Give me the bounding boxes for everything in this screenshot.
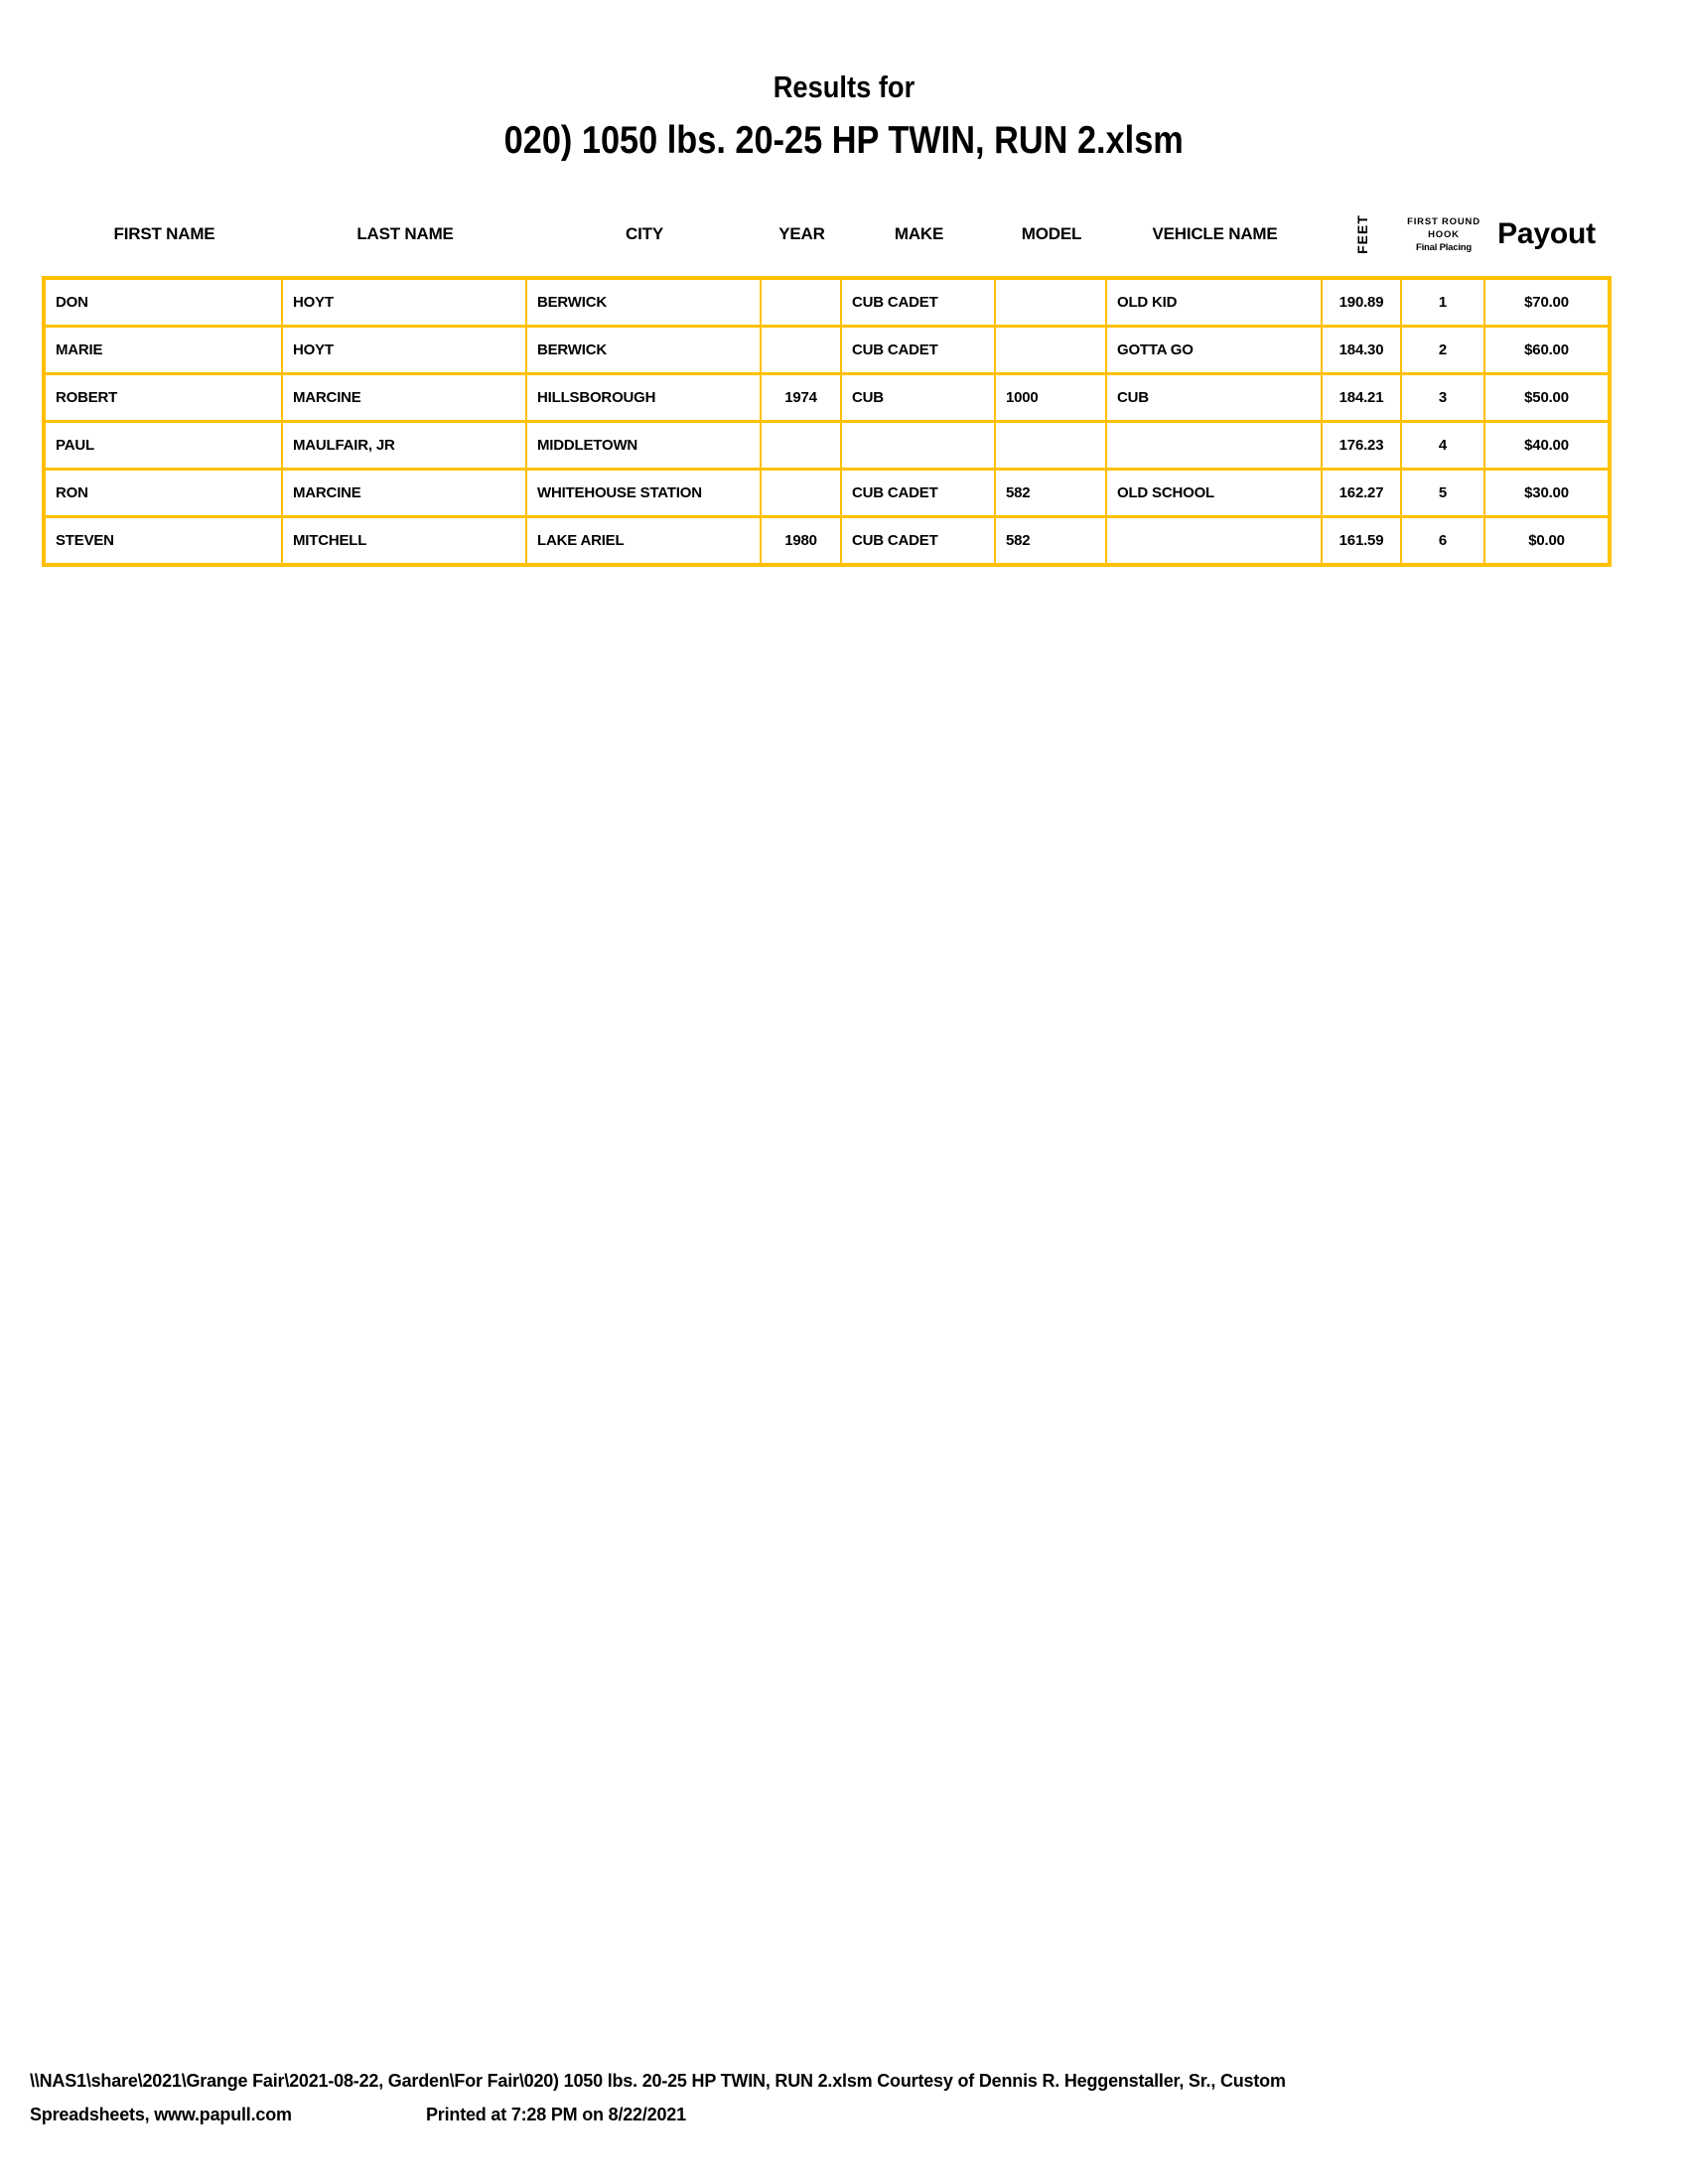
col-header-make: MAKE [894,224,944,243]
cell-placing: 2 [1402,328,1485,372]
col-header-feet [1323,202,1402,267]
cell-feet: 184.30 [1323,328,1402,372]
footer-second-line [30,2105,1663,2128]
cell-vehicle-name: CUB [1107,375,1323,420]
col-header-model: MODEL [1021,224,1082,243]
cell-year [762,328,842,372]
col-header-payout: Payout [1497,217,1596,250]
col-header-city: CITY [626,224,663,243]
cell-city: BERWICK [527,280,762,325]
cell-model: 582 [996,471,1107,515]
col-header-placing-line2: HOOK [1428,228,1460,240]
cell-year: 1974 [762,375,842,420]
cell-model [996,423,1107,468]
table-row [46,423,1608,471]
col-header-vehicle-name: VEHICLE NAME [1152,224,1278,243]
col-header-feet-text: FEET [1354,214,1370,254]
cell-payout: $60.00 [1524,341,1569,358]
cell-make: CUB CADET [842,518,996,563]
cell-first-name: PAUL [46,423,283,468]
cell-feet: 162.27 [1323,471,1402,515]
cell-city: HILLSBOROUGH [527,375,762,420]
cell-feet: 176.23 [1323,423,1402,468]
cell-placing: 6 [1402,518,1485,563]
table-header-row [46,202,1608,267]
cell-vehicle-name [1107,423,1323,468]
cell-placing: 4 [1402,423,1485,468]
table-row [46,280,1608,328]
cell-model [996,280,1107,325]
table-row [46,518,1608,563]
cell-city: BERWICK [527,328,762,372]
cell-model [996,328,1107,372]
cell-feet: 161.59 [1323,518,1402,563]
cell-year [762,471,842,515]
cell-last-name: MARCINE [283,375,527,420]
footer-file-path: \\NAS1\share\2021\Grange Fair\2021-08-22, Garden\For Fair\020) 1050 lbs. 20-25 HP TWIN, RUN 2.xlsm Courtesy of Dennis R. Heggenstaller, Sr., Custom [30,2071,1286,2091]
page-title [0,69,1688,105]
table-row [46,471,1608,518]
col-header-placing [1402,202,1485,267]
cell-feet: 184.21 [1323,375,1402,420]
cell-model: 1000 [996,375,1107,420]
cell-year: 1980 [762,518,842,563]
cell-last-name: HOYT [283,328,527,372]
cell-city: WHITEHOUSE STATION [527,471,762,515]
cell-year [762,280,842,325]
cell-payout: $0.00 [1528,532,1565,549]
cell-make: CUB [842,375,996,420]
cell-placing: 5 [1402,471,1485,515]
page-footer [30,2071,1663,2128]
cell-make [842,423,996,468]
cell-last-name: HOYT [283,280,527,325]
cell-first-name: STEVEN [46,518,283,563]
results-table [42,276,1612,567]
footer-printed-timestamp: Printed at 7:28 PM on 8/22/2021 [426,2105,686,2124]
cell-make: CUB CADET [842,280,996,325]
cell-first-name: DON [46,280,283,325]
table-row [46,375,1608,423]
cell-city: MIDDLETOWN [527,423,762,468]
cell-vehicle-name: OLD KID [1107,280,1323,325]
cell-vehicle-name: OLD SCHOOL [1107,471,1323,515]
col-header-first-name: FIRST NAME [113,224,215,243]
cell-make: CUB CADET [842,328,996,372]
cell-last-name: MITCHELL [283,518,527,563]
cell-payout: $30.00 [1524,484,1569,501]
col-header-placing-line3: Final Placing [1416,241,1472,253]
col-header-year: YEAR [778,224,825,243]
cell-make: CUB CADET [842,471,996,515]
cell-first-name: ROBERT [46,375,283,420]
cell-placing: 1 [1402,280,1485,325]
cell-vehicle-name [1107,518,1323,563]
page-title-text: Results for [773,69,915,104]
page-subtitle-text: 020) 1050 lbs. 20-25 HP TWIN, RUN 2.xlsm [503,119,1185,162]
cell-payout: $40.00 [1524,437,1569,454]
cell-payout: $70.00 [1524,294,1569,311]
table-row [46,328,1608,375]
footer-website: Spreadsheets, www.papull.com [30,2105,292,2124]
cell-payout: $50.00 [1524,389,1569,406]
cell-last-name: MARCINE [283,471,527,515]
cell-vehicle-name: GOTTA GO [1107,328,1323,372]
cell-placing: 3 [1402,375,1485,420]
cell-year [762,423,842,468]
cell-last-name: MAULFAIR, JR [283,423,527,468]
cell-city: LAKE ARIEL [527,518,762,563]
col-header-last-name: LAST NAME [356,224,454,243]
cell-feet: 190.89 [1323,280,1402,325]
page-subtitle [0,119,1688,163]
cell-first-name: MARIE [46,328,283,372]
col-header-placing-line1: FIRST ROUND [1407,215,1480,227]
cell-model: 582 [996,518,1107,563]
cell-first-name: RON [46,471,283,515]
